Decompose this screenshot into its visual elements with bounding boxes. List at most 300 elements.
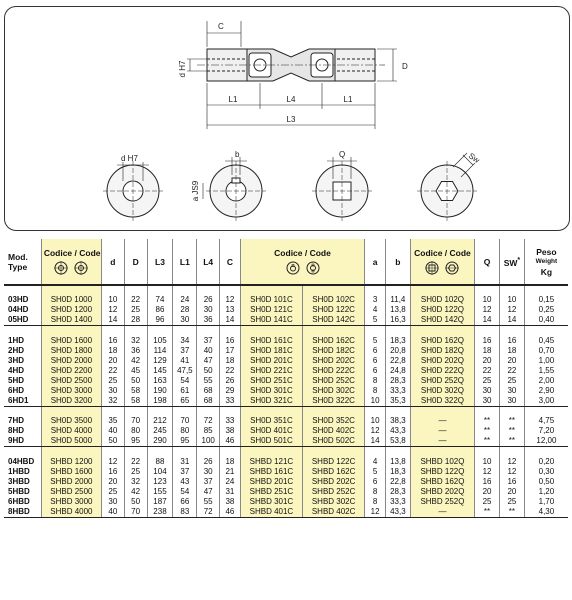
- label-d-H7-end: d H7: [121, 154, 138, 163]
- table-cell: 4,75: [524, 416, 568, 426]
- label-L3: L3: [286, 115, 296, 124]
- table-cell: 30: [499, 396, 524, 407]
- table-row: [4, 386, 568, 396]
- spacer-cell: [124, 326, 147, 336]
- table-row: [4, 295, 568, 305]
- table-cell: 20: [101, 477, 124, 487]
- spacer-cell: [475, 447, 500, 457]
- spacer-cell: [41, 406, 101, 416]
- table-cell: SH0D 251C: [240, 376, 302, 386]
- table-cell: 86: [147, 305, 173, 315]
- table-cell: 16,3: [385, 315, 410, 326]
- label-L4: L4: [286, 95, 296, 104]
- spacer-cell: [147, 326, 173, 336]
- model-type-cell: 7HD: [8, 416, 25, 425]
- table-cell: 20: [475, 487, 500, 497]
- spacer-cell: [41, 447, 101, 457]
- table-cell: SHBD 122Q: [410, 467, 474, 477]
- label-C: C: [218, 22, 224, 31]
- spacer-cell: [240, 326, 302, 336]
- table-cell: 25: [475, 497, 500, 507]
- spacer-cell: [173, 447, 197, 457]
- table-cell: SH0D 222C: [303, 366, 365, 376]
- col-d: d: [101, 239, 124, 285]
- table-row: [4, 366, 568, 376]
- table-cell: SHBD 2500: [41, 487, 101, 497]
- table-cell: 30: [475, 386, 500, 396]
- spacer-cell: [124, 285, 147, 295]
- table-cell: 40: [101, 426, 124, 436]
- model-type-cell: 6HBD: [8, 496, 30, 506]
- table-cell: 38: [220, 497, 241, 507]
- label-Q: Q: [339, 150, 346, 159]
- table-cell: 12: [220, 295, 241, 305]
- table-cell: 32: [124, 477, 147, 487]
- label-d-H7: d H7: [178, 60, 187, 78]
- table-cell: 10: [475, 457, 500, 467]
- spacer-cell: [101, 447, 124, 457]
- table-cell: 95: [124, 436, 147, 447]
- table-cell: 12: [499, 457, 524, 467]
- table-cell: 46: [220, 507, 241, 518]
- table-cell: SH0D 321C: [240, 396, 302, 407]
- spacer-cell: [41, 326, 101, 336]
- table-cell: 0,20: [524, 457, 568, 467]
- spacer-cell: [101, 285, 124, 295]
- label-D: D: [402, 62, 408, 71]
- spacer-cell: [303, 406, 365, 416]
- col-codice-keyway: Codice / Code: [240, 239, 364, 285]
- table-cell: SH0D 3200: [41, 396, 101, 407]
- table-row: [4, 336, 568, 346]
- table-cell: 55: [197, 376, 220, 386]
- table-cell: 104: [147, 467, 173, 477]
- table-cell: 24: [173, 295, 197, 305]
- table-cell: 24: [220, 477, 241, 487]
- spacer-cell: [524, 447, 568, 457]
- model-type-cell: 04HBD: [8, 456, 35, 466]
- table-cell: 47: [197, 356, 220, 366]
- table-cell: SH0D 4000: [41, 426, 101, 436]
- table-cell: 12: [101, 305, 124, 315]
- spacer-cell: [410, 447, 474, 457]
- col-L3: L3: [147, 239, 173, 285]
- drawing-svg: [5, 7, 569, 230]
- table-cell: 12: [101, 457, 124, 467]
- table-cell: SHBD 162Q: [410, 477, 474, 487]
- table-cell: SH0D 5000: [41, 436, 101, 447]
- technical-drawing: [4, 6, 570, 231]
- table-row: [4, 477, 568, 487]
- table-cell: **: [475, 436, 500, 447]
- table-cell: 46: [220, 436, 241, 447]
- table-cell: —: [410, 416, 474, 426]
- table-cell: 96: [147, 315, 173, 326]
- table-cell: SH0D 122Q: [410, 305, 474, 315]
- square-bore-icon: [425, 261, 439, 275]
- table-cell: 12,00: [524, 436, 568, 447]
- table-cell: SHBD 302C: [303, 497, 365, 507]
- table-cell: 65: [173, 396, 197, 407]
- table-cell: 22,8: [385, 477, 410, 487]
- table-cell: 41: [173, 356, 197, 366]
- table-cell: 16: [101, 467, 124, 477]
- table-cell: SH0D 252C: [303, 376, 365, 386]
- round-bore-icon: [54, 261, 68, 275]
- table-body: [4, 285, 568, 517]
- table-cell: SH0D 161C: [240, 336, 302, 346]
- spacer-cell: [475, 406, 500, 416]
- spacer-cell: [4, 326, 41, 336]
- table-cell: SH0D 2000: [41, 356, 101, 366]
- table-cell: 12: [475, 305, 500, 315]
- table-cell: 28,3: [385, 487, 410, 497]
- table-cell: 42: [124, 487, 147, 497]
- spacer-cell: [101, 326, 124, 336]
- table-cell: SHBD 3000: [41, 497, 101, 507]
- table-row: [4, 396, 568, 407]
- table-cell: 14: [220, 315, 241, 326]
- table-cell: SH0D 252Q: [410, 376, 474, 386]
- table-cell: SH0D 102C: [303, 295, 365, 305]
- table-cell: 22: [124, 457, 147, 467]
- spacer-cell: [385, 406, 410, 416]
- table-cell: 55: [197, 497, 220, 507]
- table-cell: 100: [197, 436, 220, 447]
- table-cell: SHBD 1600: [41, 467, 101, 477]
- table-cell: 35,3: [385, 396, 410, 407]
- table-cell: 5: [365, 467, 386, 477]
- col-SW: SW*: [499, 239, 524, 285]
- table-cell: 10: [499, 295, 524, 305]
- col-mod-type: Mod. Type: [4, 239, 41, 285]
- table-cell: 1,55: [524, 366, 568, 376]
- table-cell: SH0D 2200: [41, 366, 101, 376]
- table-cell: 80: [124, 426, 147, 436]
- table-cell: 290: [147, 436, 173, 447]
- table-cell: 34: [173, 336, 197, 346]
- table-cell: SH0D 1600: [41, 336, 101, 346]
- table-cell: 32: [124, 336, 147, 346]
- spacer-cell: [499, 447, 524, 457]
- spacer-cell: [240, 406, 302, 416]
- table-cell: 18,3: [385, 336, 410, 346]
- table-cell: 190: [147, 386, 173, 396]
- table-cell: SH0D 302Q: [410, 386, 474, 396]
- table-cell: SH0D 1200: [41, 305, 101, 315]
- spacer-cell: [147, 447, 173, 457]
- table-cell: 43,3: [385, 426, 410, 436]
- table-cell: 123: [147, 477, 173, 487]
- table-row: [4, 467, 568, 477]
- table-cell: 26: [220, 376, 241, 386]
- model-type-cell: 8HD: [8, 426, 25, 435]
- table-row: [4, 487, 568, 497]
- table-cell: 17: [220, 346, 241, 356]
- table-cell: 8: [365, 386, 386, 396]
- table-row: [4, 346, 568, 356]
- spacer-cell: [173, 285, 197, 295]
- spacer-cell: [124, 447, 147, 457]
- table-cell: 70: [124, 416, 147, 426]
- col-b: b: [385, 239, 410, 285]
- table-cell: 50: [124, 376, 147, 386]
- model-type-cell: 6HD1: [4, 396, 41, 407]
- table-cell: 54: [173, 376, 197, 386]
- table-cell: 18: [499, 346, 524, 356]
- table-row: [4, 436, 568, 447]
- model-type-cell: 3HBD: [8, 476, 30, 486]
- col-codice-round: Codice / Code: [41, 239, 101, 285]
- spacer-cell: [4, 447, 41, 457]
- col-L4: L4: [197, 239, 220, 285]
- model-type-cell: 1HD: [8, 335, 25, 345]
- table-cell: **: [499, 436, 524, 447]
- table-cell: SHBD 102Q: [410, 457, 474, 467]
- table-cell: 72: [197, 507, 220, 518]
- spacer-cell: [124, 406, 147, 416]
- model-type-cell: 6HD: [8, 385, 25, 395]
- col-weight: Peso Weight Kg: [524, 239, 568, 285]
- table-cell: 4,30: [524, 507, 568, 518]
- table-cell: 18: [220, 457, 241, 467]
- table-cell: 83: [173, 507, 197, 518]
- end-view-hex-bore: [417, 153, 477, 221]
- table-cell: 42: [124, 356, 147, 366]
- table-cell: 37: [173, 346, 197, 356]
- end-view-round-bore: [103, 161, 163, 221]
- table-cell: 25: [101, 376, 124, 386]
- dimensions-table-container: [4, 239, 568, 591]
- spacer-cell: [499, 285, 524, 295]
- table-cell: SHBD 162C: [303, 467, 365, 477]
- spacer-cell: [147, 285, 173, 295]
- col-Q: Q: [475, 239, 500, 285]
- spacer-cell: [240, 285, 302, 295]
- table-cell: SH0D 122C: [303, 305, 365, 315]
- table-cell: 4: [365, 305, 386, 315]
- table-cell: 33,3: [385, 497, 410, 507]
- table-cell: 20: [101, 356, 124, 366]
- table-cell: 36: [124, 346, 147, 356]
- table-cell: SH0D 351C: [240, 416, 302, 426]
- table-cell: 85: [197, 426, 220, 436]
- table-cell: 43,3: [385, 507, 410, 518]
- spacer-cell: [524, 326, 568, 336]
- table-cell: SH0D 201C: [240, 356, 302, 366]
- table-cell: 198: [147, 396, 173, 407]
- table-cell: 28: [173, 305, 197, 315]
- table-cell: 37: [197, 336, 220, 346]
- table-cell: SHBD 121C: [240, 457, 302, 467]
- table-cell: 12: [499, 305, 524, 315]
- table-cell: 0,15: [524, 295, 568, 305]
- spacer-cell: [365, 326, 386, 336]
- spacer-cell: [499, 326, 524, 336]
- label-L1-right: L1: [343, 95, 353, 104]
- model-type-cell: 05HD: [4, 315, 41, 326]
- table-cell: 4: [365, 457, 386, 467]
- table-cell: SHBD 202C: [303, 477, 365, 487]
- table-cell: 47: [197, 487, 220, 497]
- table-cell: SH0D 1000: [41, 295, 101, 305]
- table-cell: SHBD 252C: [303, 487, 365, 497]
- table-cell: 30: [101, 497, 124, 507]
- table-cell: 20,8: [385, 346, 410, 356]
- table-cell: SHBD 252Q: [410, 497, 474, 507]
- table-cell: 5: [365, 336, 386, 346]
- label-b: b: [235, 150, 240, 159]
- table-cell: 245: [147, 426, 173, 436]
- spacer-cell: [499, 406, 524, 416]
- table-cell: 0,25: [524, 305, 568, 315]
- table-cell: 16: [220, 336, 241, 346]
- table-cell: SH0D 162C: [303, 336, 365, 346]
- table-cell: 18: [101, 346, 124, 356]
- table-cell: 18,3: [385, 467, 410, 477]
- table-cell: SH0D 301C: [240, 386, 302, 396]
- table-cell: 20: [475, 356, 500, 366]
- table-row: [4, 426, 568, 436]
- spacer-cell: [475, 326, 500, 336]
- spacer-cell: [240, 447, 302, 457]
- table-cell: 5: [365, 315, 386, 326]
- table-cell: 30: [475, 396, 500, 407]
- table-cell: 6: [365, 366, 386, 376]
- table-row: [4, 305, 568, 315]
- table-cell: 6: [365, 346, 386, 356]
- spacer-cell: [365, 406, 386, 416]
- spacer-cell: [410, 326, 474, 336]
- table-cell: 238: [147, 507, 173, 518]
- model-type-cell: 4HD: [8, 365, 25, 375]
- table-cell: 45: [124, 366, 147, 376]
- spacer-cell: [197, 406, 220, 416]
- col-codice-square-hex: Codice / Code: [410, 239, 474, 285]
- table-cell: 16: [475, 477, 500, 487]
- table-cell: 50: [197, 366, 220, 376]
- table-cell: 114: [147, 346, 173, 356]
- table-row: [4, 497, 568, 507]
- end-view-square-bore: [312, 157, 372, 221]
- group-spacer: [4, 326, 568, 336]
- table-cell: SH0D 502C: [303, 436, 365, 447]
- table-cell: 26: [197, 295, 220, 305]
- table-row: [4, 416, 568, 426]
- table-cell: SHBD 2000: [41, 477, 101, 487]
- spacer-cell: [385, 285, 410, 295]
- table-cell: 70: [124, 507, 147, 518]
- table-cell: 11,4: [385, 295, 410, 305]
- spacer-cell: [365, 447, 386, 457]
- table-cell: 58: [124, 386, 147, 396]
- spacer-cell: [303, 285, 365, 295]
- table-cell: 14: [101, 315, 124, 326]
- table-cell: —: [410, 426, 474, 436]
- table-cell: 2,00: [524, 376, 568, 386]
- spacer-cell: [101, 406, 124, 416]
- table-cell: SH0D 2500: [41, 376, 101, 386]
- table-cell: 3,00: [524, 396, 568, 407]
- table-cell: **: [499, 416, 524, 426]
- table-cell: SH0D 322C: [303, 396, 365, 407]
- table-cell: SH0D 352C: [303, 416, 365, 426]
- col-C: C: [220, 239, 241, 285]
- table-cell: SHBD 122C: [303, 457, 365, 467]
- table-cell: 10: [365, 416, 386, 426]
- table-cell: 31: [220, 487, 241, 497]
- table-cell: SH0D 182C: [303, 346, 365, 356]
- table-cell: 145: [147, 366, 173, 376]
- spacer-cell: [197, 285, 220, 295]
- table-cell: SH0D 222Q: [410, 366, 474, 376]
- table-cell: SH0D 401C: [240, 426, 302, 436]
- table-cell: SH0D 182Q: [410, 346, 474, 356]
- table-cell: 40: [101, 507, 124, 518]
- table-row: [4, 315, 568, 326]
- table-cell: 29: [220, 386, 241, 396]
- table-cell: 37: [197, 477, 220, 487]
- table-cell: 1,00: [524, 356, 568, 366]
- table-cell: 12: [365, 507, 386, 518]
- table-cell: 68: [197, 386, 220, 396]
- table-cell: 155: [147, 487, 173, 497]
- table-cell: 95: [173, 436, 197, 447]
- table-cell: 70: [173, 416, 197, 426]
- table-cell: SH0D 1400: [41, 315, 101, 326]
- table-cell: 68: [197, 396, 220, 407]
- spacer-cell: [197, 326, 220, 336]
- table-cell: 14: [365, 436, 386, 447]
- table-cell: 13,8: [385, 305, 410, 315]
- table-cell: 25: [124, 305, 147, 315]
- table-cell: 8: [365, 376, 386, 386]
- table-cell: 18: [220, 356, 241, 366]
- table-cell: SHBD 251C: [240, 487, 302, 497]
- table-cell: 212: [147, 416, 173, 426]
- table-cell: 22,8: [385, 356, 410, 366]
- spacer-cell: [524, 406, 568, 416]
- table-cell: SH0D 162Q: [410, 336, 474, 346]
- table-cell: 36: [197, 315, 220, 326]
- table-cell: 28,3: [385, 376, 410, 386]
- table-cell: 16: [101, 336, 124, 346]
- spacer-cell: [303, 447, 365, 457]
- joint-side-view: [187, 21, 397, 129]
- table-cell: SH0D 121C: [240, 305, 302, 315]
- table-cell: 30: [173, 315, 197, 326]
- spacer-cell: [220, 447, 241, 457]
- table-cell: 12: [365, 426, 386, 436]
- table-cell: 25: [499, 376, 524, 386]
- table-cell: 33: [220, 396, 241, 407]
- table-cell: SHBD 402C: [303, 507, 365, 518]
- table-cell: 37: [173, 467, 197, 477]
- table-cell: 25: [475, 376, 500, 386]
- table-cell: **: [475, 507, 500, 518]
- table-cell: 72: [197, 416, 220, 426]
- table-cell: 30: [197, 467, 220, 477]
- table-cell: 0,45: [524, 336, 568, 346]
- table-cell: SH0D 501C: [240, 436, 302, 447]
- table-cell: 47,5: [173, 366, 197, 376]
- spacer-cell: [173, 326, 197, 336]
- model-type-cell: 1HBD: [8, 466, 30, 476]
- table-cell: 1,70: [524, 497, 568, 507]
- group-spacer: [4, 285, 568, 295]
- table-cell: 33: [220, 416, 241, 426]
- col-L1: L1: [173, 239, 197, 285]
